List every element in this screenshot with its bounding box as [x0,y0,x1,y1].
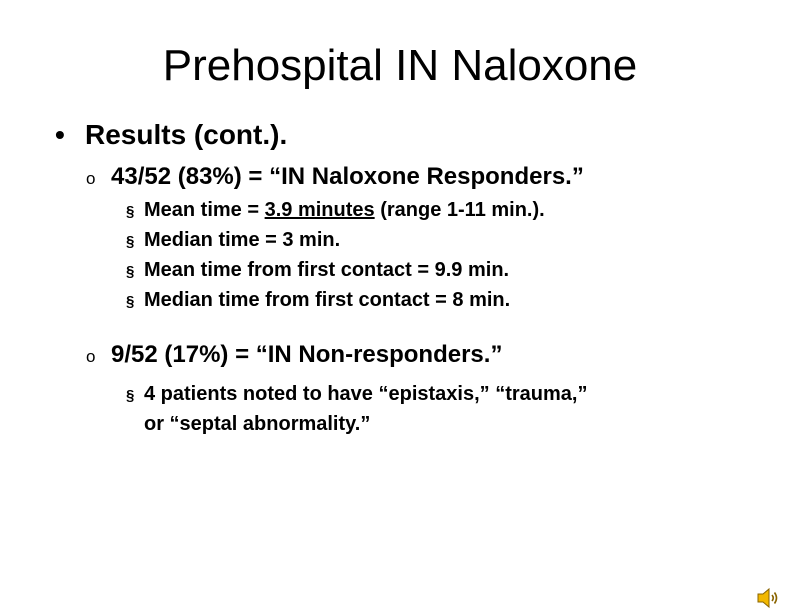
bullet-marker: • [55,119,65,150]
results-heading [55,118,287,152]
median-contact-text: Median time from first contact = 8 min. [144,289,511,311]
results-heading-text: Results (cont.). [85,119,288,150]
responders-line [86,162,584,194]
leaf-bullet-marker: § [126,387,135,404]
median-contact-line [126,286,510,316]
mean-time-suffix: (range 1-11 min.). [374,199,545,221]
septal-note-line [144,410,370,438]
speaker-body [758,589,769,607]
sub-bullet-marker: o [86,169,96,188]
speaker-wave [772,595,773,601]
leaf-bullet-marker: § [126,203,135,220]
non-responders-text: 9/52 (17%) = “IN Non-responders.” [111,341,503,368]
septal-note-text: or “septal abnormality.” [144,413,371,435]
leaf-bullet-marker: § [126,233,135,250]
epistaxis-note-text: 4 patients noted to have “epistaxis,” “trauma,” [144,383,588,405]
mean-time-value: 3.9 minutes [264,199,375,221]
leaf-bullet-marker: § [126,293,135,310]
mean-time-prefix: Mean time = [144,199,265,221]
median-time-line [126,226,340,256]
epistaxis-note-line [126,380,587,410]
speaker-icon[interactable] [756,586,780,610]
mean-contact-line [126,256,509,286]
responders-text: 43/52 (83%) = “IN Naloxone Responders.” [111,163,584,190]
speaker-wave [775,593,777,604]
non-responders-line [86,340,502,372]
mean-contact-text: Mean time from first contact = 9.9 min. [144,259,510,281]
sub-bullet-marker: o [86,347,96,366]
median-time-text: Median time = 3 min. [144,229,341,251]
slide-title: Prehospital IN Naloxone [162,41,638,90]
mean-time-line [126,196,545,226]
leaf-bullet-marker: § [126,263,135,280]
